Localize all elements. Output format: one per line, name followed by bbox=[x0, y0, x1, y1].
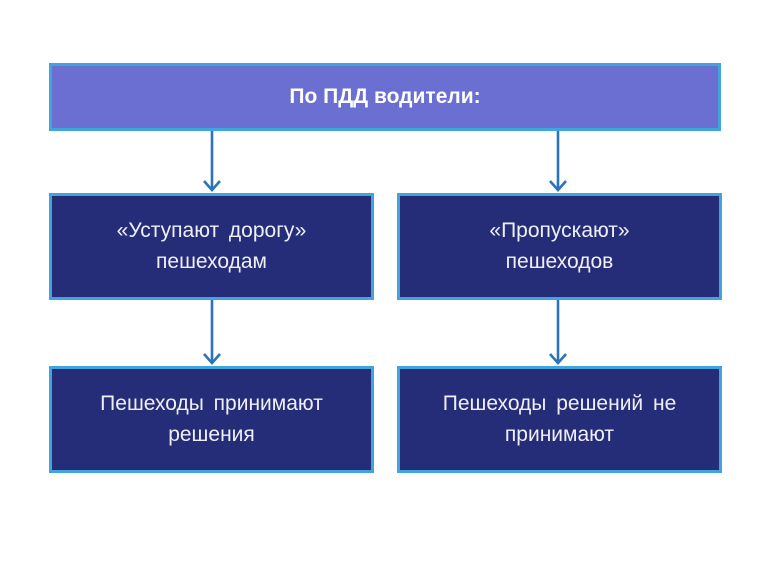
node-text-line: принимают bbox=[504, 422, 615, 446]
node-text-line: «Уступают дорогу» bbox=[116, 219, 307, 243]
node-text-line: «Пропускают» bbox=[489, 219, 630, 243]
flowchart-node-yield-road bbox=[49, 193, 374, 300]
flowchart-node-let-pass bbox=[397, 193, 722, 300]
down-arrow-icon bbox=[546, 300, 570, 366]
flowchart-root-node bbox=[49, 63, 721, 131]
node-text-line: решения bbox=[168, 422, 255, 446]
down-arrow-icon bbox=[200, 300, 224, 366]
down-arrow-icon bbox=[546, 131, 570, 193]
node-text-line: пешеходам bbox=[156, 249, 267, 273]
down-arrow-icon bbox=[200, 131, 224, 193]
root-node-label: По ПДД водители: bbox=[289, 85, 481, 108]
flowchart-node-pedestrians-no-decide bbox=[397, 366, 722, 473]
node-text-line: пешеходов bbox=[505, 249, 614, 273]
node-text-line: Пешеходы принимают bbox=[100, 392, 323, 416]
node-text-line: Пешеходы решений не bbox=[442, 392, 677, 416]
flowchart-node-pedestrians-decide bbox=[49, 366, 374, 473]
